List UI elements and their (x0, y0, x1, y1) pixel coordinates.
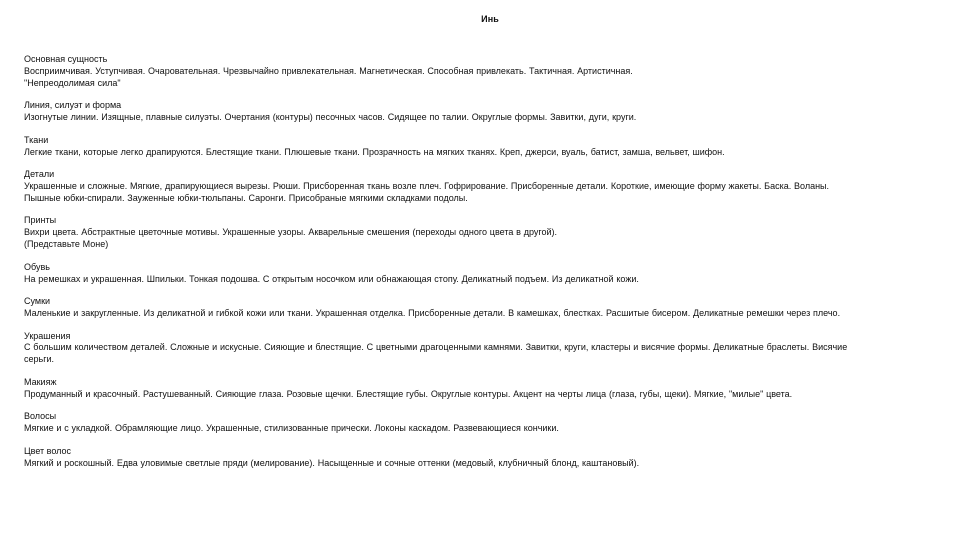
section-fabrics (24, 135, 940, 159)
section-text: Украшенные и сложные. Мягкие, драпирующиеся вырезы. Рюши. Присборенная ткань возле плеч. Гофрирование. Присборенные детали. Короткие, имеющие форму жакеты. Баска. Воланы. (24, 181, 830, 192)
section-text: Изогнутые линии. Изящные, плавные силуэты. Очертания (контуры) песочных часов. Сидящее по талии. Округлые формы. Завитки, дуги, круги. (24, 112, 637, 123)
section-heading: Волосы (24, 411, 57, 422)
document-title: Инь (481, 14, 499, 24)
section-shoes (24, 262, 940, 286)
section-text: Продуманный и красочный. Растушеванный. Сияющие глаза. Розовые щечки. Блестящие губы. Округлые контуры. Акцент на черты лица (глаза, губы, щеки). Мягкие, "милые" цвета. (24, 388, 793, 399)
section-jewelry (24, 331, 940, 367)
section-heading: Принты (24, 215, 57, 226)
section-text: серьги. (24, 354, 55, 365)
section-heading: Основная сущность (24, 54, 108, 64)
section-text: Мягкие и с укладкой. Обрамляющие лицо. Украшенные, стилизованные прически. Локоны каскадом. Развевающиеся кончики. (24, 423, 559, 434)
section-text: Пышные юбки-спирали. Зауженные юбки-тюльпаны. Саронги. Присобраные мягкими складками подолы. (24, 192, 468, 203)
section-text: Маленькие и закругленные. Из деликатной и гибкой кожи или ткани. Украшенная отделка. Присборенные детали. В камешках, блестках. Расшитые бисером. Деликатные ремешки через плечо. (24, 308, 841, 319)
section-text: На ремешках и украшенная. Шпильки. Тонкая подошва. С открытым носочком или обнажающая стопу. Деликатный подъем. Из деликатной кожи. (24, 273, 639, 284)
section-text: С большим количеством деталей. Сложные и искусные. Сияющие и блестящие. С цветными драгоценными камнями. Завитки, круги, кластеры и висячие формы. Деликатные браслеты. Висячие (24, 342, 848, 353)
section-heading: Макияж (24, 376, 57, 387)
section-text: Мягкий и роскошный. Едва уловимые светлые пряди (мелирование). Насыщенные и сочные оттенки (медовый, клубничный блонд, каштановый). (24, 457, 640, 468)
section-heading: Украшения (24, 330, 71, 341)
section-hair (24, 411, 940, 435)
section-heading: Обувь (24, 261, 50, 272)
section-bags (24, 296, 940, 320)
section-text: (Представьте Моне) (24, 239, 109, 250)
section-prints (24, 215, 940, 251)
section-heading: Ткани (24, 134, 49, 145)
section-hair-color (24, 446, 940, 470)
section-makeup (24, 377, 940, 401)
section-line-silhouette-shape (24, 100, 940, 124)
section-heading: Линия, силуэт и форма (24, 100, 122, 111)
sections-list (24, 54, 940, 480)
section-heading: Детали (24, 169, 55, 180)
section-text: Легкие ткани, которые легко драпируются. Блестящие ткани. Плюшевые ткани. Прозрачность на мягких тканях. Креп, джерси, вуаль, батист, замша, вельвет, шифон. (24, 146, 725, 157)
section-essence (24, 54, 940, 90)
section-text: Вихри цвета. Абстрактные цветочные мотивы. Украшенные узоры. Акварельные смешения (переходы одного цвета в другой). (24, 227, 558, 238)
section-details (24, 169, 940, 205)
section-text: Восприимчивая. Уступчивая. Очаровательная. Чрезвычайно привлекательная. Магнетическая. Способная привлекать. Тактичная. Артистичная. (24, 65, 633, 76)
section-heading: Цвет волос (24, 445, 72, 456)
section-text: "Непреодолимая сила" (24, 77, 121, 88)
section-heading: Сумки (24, 296, 51, 307)
